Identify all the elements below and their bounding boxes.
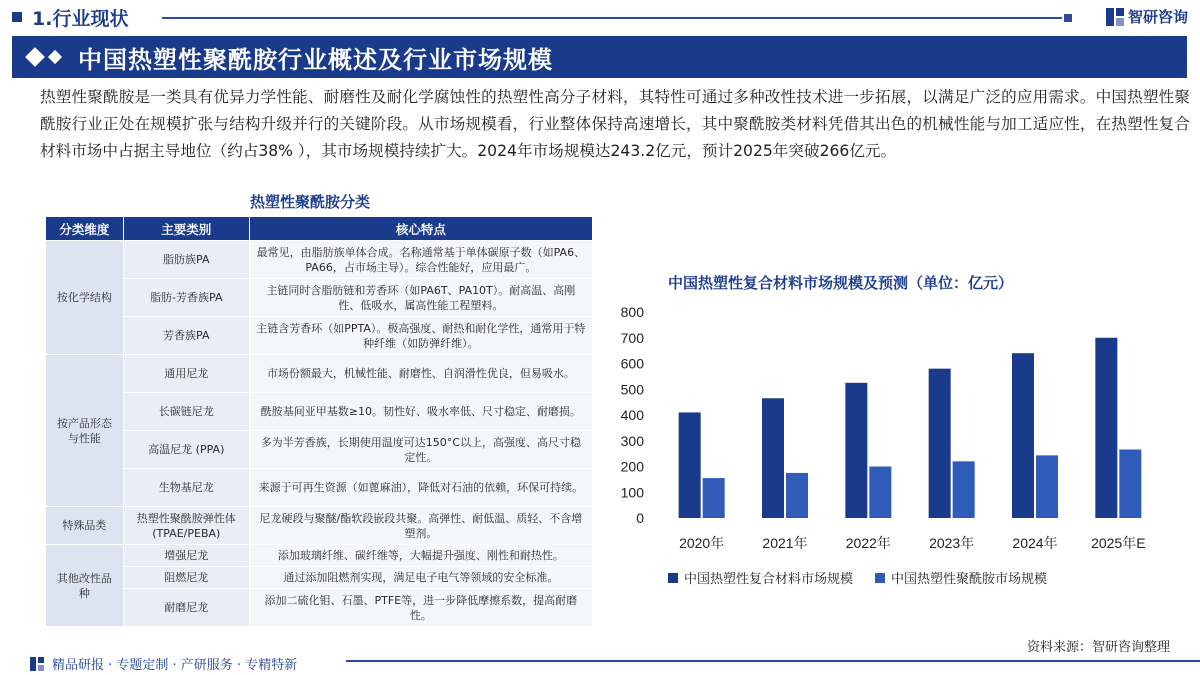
x-tick-label: 2025年E bbox=[1091, 535, 1146, 551]
brand-name: 智研咨询 bbox=[1127, 8, 1188, 26]
y-tick-label: 500 bbox=[620, 381, 644, 398]
source-note: 资料来源：智研咨询整理 bbox=[1026, 640, 1170, 655]
table-row bbox=[46, 241, 593, 279]
bar-composite bbox=[679, 412, 701, 518]
brand-icon bbox=[30, 657, 44, 671]
diamond-icon bbox=[25, 47, 45, 67]
feature-cell: 添加二硫化钼、石墨、PTFE等，进一步降低摩擦系数，提高耐磨性。 bbox=[249, 589, 592, 627]
square-bullet-icon bbox=[12, 12, 22, 22]
category-cell: 热塑性聚酰胺弹性体 (TPAE/PEBA) bbox=[123, 507, 249, 545]
bar-composite bbox=[1095, 338, 1117, 518]
intro-paragraph: 热塑性聚酰胺是一类具有优异力学性能、耐磨性及耐化学腐蚀性的热塑性高分子材料，其特性可通过多种改性技术进一步拓展，以满足广泛的应用需求。中国热塑性聚酰胺行业正处在规模扩张与结构升级并行的关键阶段。从市场规模看，行业整体保持高速增长，其中聚酰胺类材料凭借其出色的机械性能与加工适应性，在热塑性复合材料市场中占据主导地位（约占38% ），其市场规模持续扩大。2024年市场规模达243.2亿元，预计2025年突破266亿元。 bbox=[40, 88, 1190, 160]
feature-cell: 酰胺基间亚甲基数≥10。韧性好、吸水率低、尺寸稳定、耐磨损。 bbox=[249, 393, 592, 431]
feature-cell: 最常见，由脂肪族单体合成。名称通常基于单体碳原子数（如PA6、PA66，占市场主导）。综合性能好，应用最广。 bbox=[249, 241, 592, 279]
table-row bbox=[46, 469, 593, 507]
x-tick-label: 2020年 bbox=[679, 535, 725, 551]
table-row bbox=[46, 393, 593, 431]
header-category: 主要类别 bbox=[123, 217, 249, 241]
header-divider bbox=[162, 17, 1062, 19]
x-tick-label: 2022年 bbox=[845, 535, 891, 551]
feature-cell: 来源于可再生资源（如蓖麻油），降低对石油的依赖，环保可持续。 bbox=[249, 469, 592, 507]
x-tick-label: 2021年 bbox=[762, 535, 808, 551]
y-tick-label: 200 bbox=[620, 458, 644, 475]
bar-polyamide bbox=[953, 461, 975, 518]
bar-polyamide bbox=[703, 478, 725, 518]
table-row bbox=[46, 431, 593, 469]
category-cell: 生物基尼龙 bbox=[123, 469, 249, 507]
header-divider-end bbox=[1064, 14, 1072, 22]
table-row bbox=[46, 507, 593, 545]
bar-composite bbox=[1012, 353, 1034, 518]
feature-cell: 添加玻璃纤维、碳纤维等，大幅提升强度、刚性和耐热性。 bbox=[249, 545, 592, 567]
category-cell: 脂肪族PA bbox=[123, 241, 249, 279]
table-title: 热塑性聚酰胺分类 bbox=[250, 193, 371, 211]
bar-composite bbox=[762, 398, 784, 518]
category-cell: 增强尼龙 bbox=[123, 545, 249, 567]
header-feature: 核心特点 bbox=[249, 217, 592, 241]
footer-bar bbox=[0, 648, 1200, 675]
dimension-cell: 其他改性品种 bbox=[46, 545, 124, 627]
table-row bbox=[46, 355, 593, 393]
y-tick-label: 300 bbox=[620, 432, 644, 449]
bar-composite bbox=[845, 383, 867, 518]
page-title: 中国热塑性聚酰胺行业概述及行业市场规模 bbox=[78, 45, 553, 74]
brand-icon bbox=[1106, 8, 1124, 26]
section-title: 1.行业现状 bbox=[32, 7, 129, 30]
bar-polyamide bbox=[1036, 455, 1058, 518]
dimension-cell: 按化学结构 bbox=[46, 241, 124, 355]
brand-logo bbox=[1106, 6, 1188, 27]
classification-table bbox=[45, 216, 593, 627]
category-cell: 脂肪-芳香族PA bbox=[123, 279, 249, 317]
table-row bbox=[46, 545, 593, 567]
y-tick-label: 700 bbox=[620, 329, 644, 346]
category-cell: 通用尼龙 bbox=[123, 355, 249, 393]
bar-polyamide bbox=[1119, 450, 1141, 518]
table-row bbox=[46, 279, 593, 317]
feature-cell: 通过添加阻燃剂实现，满足电子电气等领域的安全标准。 bbox=[249, 567, 592, 589]
table-row bbox=[46, 589, 593, 627]
title-banner bbox=[12, 36, 1187, 78]
chart-legend bbox=[668, 568, 1069, 587]
y-tick-label: 600 bbox=[620, 355, 644, 372]
table-header-row bbox=[46, 217, 593, 241]
category-cell: 芳香族PA bbox=[123, 317, 249, 355]
table-row bbox=[46, 317, 593, 355]
feature-cell: 主链含芳香环（如PPTA）。极高强度、耐热和耐化学性，通常用于特种纤维（如防弹纤维）。 bbox=[249, 317, 592, 355]
footer-slogan: 精品研报 · 专题定制 · 产研服务 · 专精特新 bbox=[52, 658, 298, 673]
category-cell: 耐磨尼龙 bbox=[123, 589, 249, 627]
dimension-cell: 特殊品类 bbox=[46, 507, 124, 545]
x-tick-label: 2024年 bbox=[1012, 535, 1058, 551]
legend-swatch bbox=[875, 573, 885, 583]
y-tick-label: 0 bbox=[636, 510, 644, 526]
chart-title: 中国热塑性复合材料市场规模及预测（单位：亿元） bbox=[668, 274, 1014, 292]
legend-item bbox=[875, 568, 1047, 587]
top-header bbox=[0, 0, 1200, 34]
bar-composite bbox=[929, 369, 951, 518]
section-label bbox=[12, 4, 128, 30]
feature-cell: 多为半芳香族，长期使用温度可达150°C以上，高强度、高尺寸稳定性。 bbox=[249, 431, 592, 469]
bar-polyamide bbox=[869, 467, 891, 519]
diamond-small-icon bbox=[48, 50, 62, 64]
dimension-cell: 按产品形态与性能 bbox=[46, 355, 124, 507]
y-tick-label: 100 bbox=[620, 484, 644, 501]
footer-divider bbox=[346, 660, 1200, 662]
y-tick-label: 400 bbox=[620, 407, 644, 423]
feature-cell: 主链同时含脂肪链和芳香环（如PA6T、PA10T）。耐高温、高刚性、低吸水，属高性能工程塑料。 bbox=[249, 279, 592, 317]
header-dimension: 分类维度 bbox=[46, 217, 124, 241]
legend-label: 中国热塑性复合材料市场规模 bbox=[684, 572, 854, 587]
category-cell: 阻燃尼龙 bbox=[123, 567, 249, 589]
legend-label: 中国热塑性聚酰胺市场规模 bbox=[891, 572, 1048, 587]
y-tick-label: 800 bbox=[620, 304, 644, 320]
bar-chart bbox=[600, 300, 1170, 560]
feature-cell: 市场份额最大，机械性能、耐磨性、自润滑性优良，但易吸水。 bbox=[249, 355, 592, 393]
feature-cell: 尼龙硬段与聚醚/酯软段嵌段共聚。高弹性、耐低温、质轻、不含增塑剂。 bbox=[249, 507, 592, 545]
category-cell: 长碳链尼龙 bbox=[123, 393, 249, 431]
legend-swatch bbox=[668, 573, 678, 583]
table-row bbox=[46, 567, 593, 589]
x-tick-label: 2023年 bbox=[929, 535, 975, 551]
legend-item bbox=[668, 568, 853, 587]
bar-polyamide bbox=[786, 473, 808, 518]
footer-text-wrap bbox=[30, 654, 297, 673]
category-cell: 高温尼龙 (PPA) bbox=[123, 431, 249, 469]
